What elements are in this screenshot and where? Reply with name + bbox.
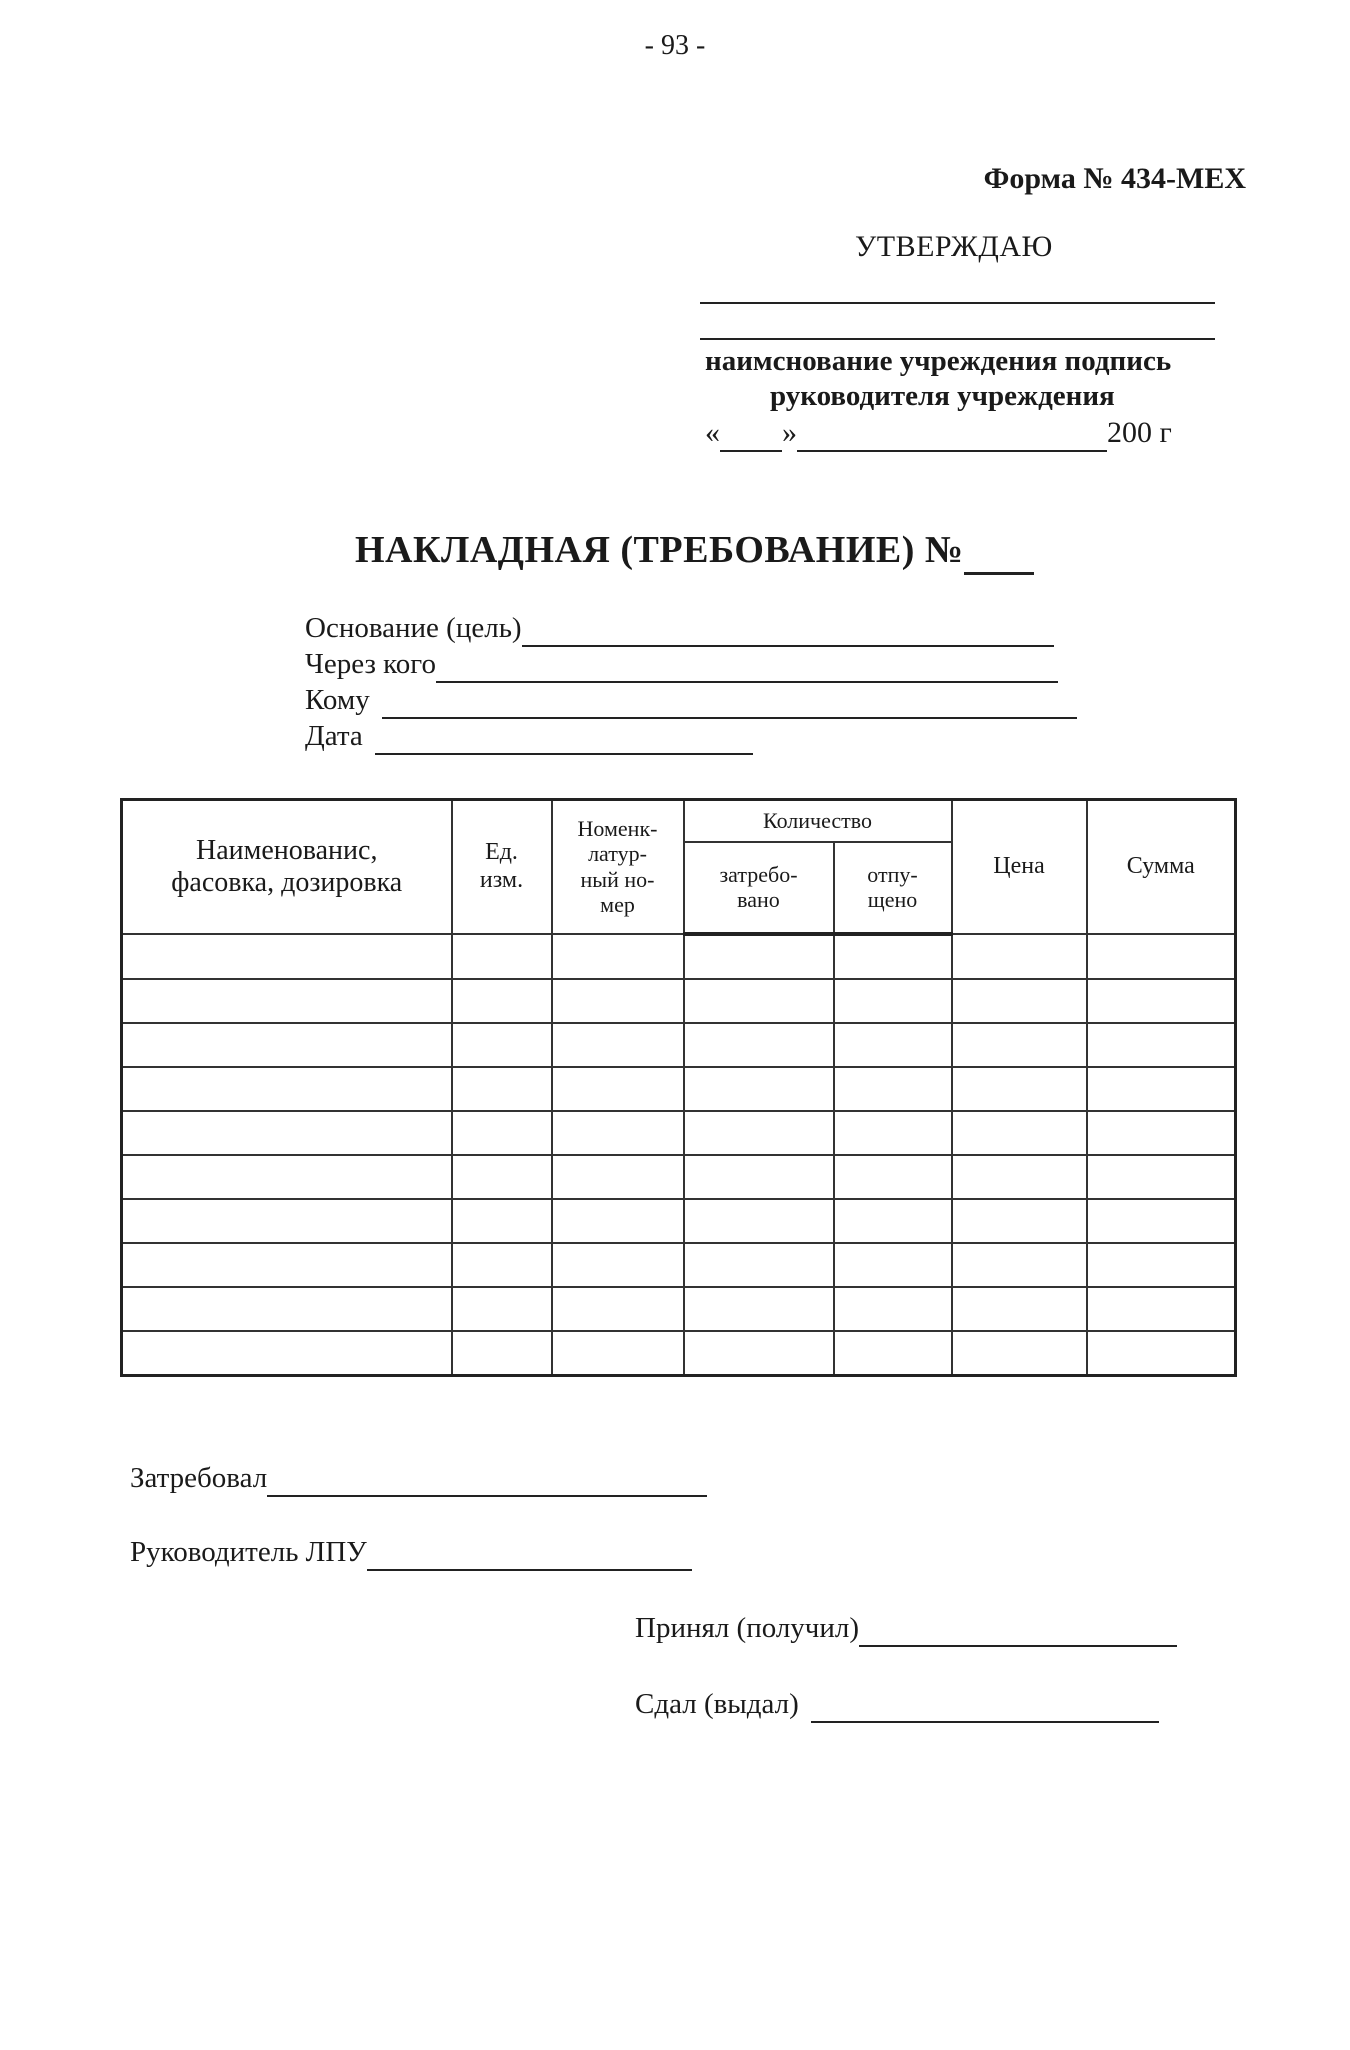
- cell-nomenclature[interactable]: [552, 979, 684, 1023]
- cell-nomenclature[interactable]: [552, 1155, 684, 1199]
- signature-issued-blank[interactable]: [811, 1688, 1159, 1723]
- cell-issued[interactable]: [834, 1155, 952, 1199]
- cell-name[interactable]: [122, 979, 452, 1023]
- cell-issued[interactable]: [834, 1287, 952, 1331]
- cell-nomenclature[interactable]: [552, 1243, 684, 1287]
- table-row: [122, 934, 1236, 979]
- header-issued-line-1: отпу-: [867, 861, 918, 887]
- cell-unit[interactable]: [452, 1199, 552, 1243]
- cell-price[interactable]: [952, 1331, 1087, 1376]
- cell-sum[interactable]: [1087, 934, 1236, 979]
- header-issued: [834, 842, 952, 934]
- table-row: [122, 1111, 1236, 1155]
- cell-unit[interactable]: [452, 1331, 552, 1376]
- cell-nomenclature[interactable]: [552, 934, 684, 979]
- cell-name[interactable]: [122, 1331, 452, 1376]
- field-through-whom: [305, 648, 1058, 683]
- header-issued-line-2: щено: [867, 887, 918, 912]
- approval-date-line: [705, 416, 1172, 452]
- document-number-blank[interactable]: [964, 528, 1034, 575]
- cell-issued[interactable]: [834, 1331, 952, 1376]
- signature-head-lpu: [130, 1536, 692, 1571]
- cell-price[interactable]: [952, 1067, 1087, 1111]
- cell-unit[interactable]: [452, 1067, 552, 1111]
- header-name-line-1: Наименованис,: [196, 834, 378, 866]
- cell-sum[interactable]: [1087, 1287, 1236, 1331]
- cell-unit[interactable]: [452, 1243, 552, 1287]
- signature-received-label: Принял (получил): [635, 1612, 860, 1644]
- field-date-label: Дата: [305, 720, 363, 752]
- form-number: Форма № 434-МЕХ: [983, 162, 1246, 195]
- cell-nomenclature[interactable]: [552, 1331, 684, 1376]
- cell-price[interactable]: [952, 1199, 1087, 1243]
- goods-table-body: [122, 934, 1236, 1376]
- cell-sum[interactable]: [1087, 1243, 1236, 1287]
- document-title-text: НАКЛАДНАЯ (ТРЕБОВАНИЕ) №: [355, 529, 964, 571]
- cell-requested[interactable]: [684, 1199, 834, 1243]
- cell-sum[interactable]: [1087, 1199, 1236, 1243]
- signature-received-blank[interactable]: [859, 1612, 1177, 1647]
- cell-unit[interactable]: [452, 1287, 552, 1331]
- header-quantity: Количество: [684, 800, 952, 842]
- day-blank[interactable]: [720, 416, 782, 452]
- cell-unit[interactable]: [452, 1155, 552, 1199]
- cell-sum[interactable]: [1087, 1023, 1236, 1067]
- cell-unit[interactable]: [452, 1023, 552, 1067]
- signature-head-lpu-blank[interactable]: [367, 1536, 692, 1571]
- cell-unit[interactable]: [452, 979, 552, 1023]
- signature-issued: [635, 1688, 1159, 1723]
- table-row: [122, 1199, 1236, 1243]
- table-row: [122, 1067, 1236, 1111]
- cell-unit[interactable]: [452, 1111, 552, 1155]
- page-number: - 93 -: [644, 30, 706, 61]
- date-close-quote: »: [782, 416, 797, 449]
- cell-nomenclature[interactable]: [552, 1199, 684, 1243]
- cell-requested[interactable]: [684, 1023, 834, 1067]
- cell-price[interactable]: [952, 979, 1087, 1023]
- header-nomenclature-line-3: ный но-: [580, 866, 655, 892]
- field-purpose: [305, 612, 1054, 647]
- cell-unit[interactable]: [452, 934, 552, 979]
- signature-requested-blank[interactable]: [267, 1462, 707, 1497]
- header-name: [122, 800, 452, 934]
- approval-signature-line-1: [700, 302, 1215, 304]
- header-requested: [684, 842, 834, 934]
- header-nomenclature-line-4: мер: [600, 892, 635, 918]
- date-open-quote: «: [705, 416, 720, 449]
- header-unit-line-2: изм.: [479, 866, 524, 893]
- cell-issued[interactable]: [834, 1067, 952, 1111]
- cell-sum[interactable]: [1087, 1331, 1236, 1376]
- field-to-whom-label: Кому: [305, 684, 370, 716]
- cell-name[interactable]: [122, 1243, 452, 1287]
- cell-issued[interactable]: [834, 1199, 952, 1243]
- cell-sum[interactable]: [1087, 1155, 1236, 1199]
- table-row: [122, 1243, 1236, 1287]
- signature-received: [635, 1612, 1177, 1647]
- field-date-blank[interactable]: [375, 720, 753, 755]
- table-row: [122, 1023, 1236, 1067]
- cell-price[interactable]: [952, 1287, 1087, 1331]
- header-sum: Сумма: [1087, 800, 1236, 934]
- cell-requested[interactable]: [684, 979, 834, 1023]
- field-to-whom-blank[interactable]: [382, 684, 1077, 719]
- header-requested-line-2: вано: [737, 887, 780, 912]
- document-title: [355, 528, 1034, 575]
- field-date: [305, 720, 753, 755]
- cell-requested[interactable]: [684, 1067, 834, 1111]
- cell-name[interactable]: [122, 1067, 452, 1111]
- cell-name[interactable]: [122, 1155, 452, 1199]
- signature-head-lpu-label: Руководитель ЛПУ: [130, 1536, 367, 1568]
- cell-nomenclature[interactable]: [552, 1287, 684, 1331]
- cell-price[interactable]: [952, 1111, 1087, 1155]
- field-through-whom-blank[interactable]: [436, 648, 1058, 683]
- cell-issued[interactable]: [834, 1243, 952, 1287]
- approval-heading: УТВЕРЖДАЮ: [855, 230, 1053, 263]
- cell-issued[interactable]: [834, 934, 952, 979]
- table-row: [122, 979, 1236, 1023]
- signature-requested: [130, 1462, 707, 1497]
- header-unit-line-1: Ед.: [485, 839, 518, 866]
- cell-issued[interactable]: [834, 1111, 952, 1155]
- cell-sum[interactable]: [1087, 1111, 1236, 1155]
- cell-price[interactable]: [952, 1023, 1087, 1067]
- cell-nomenclature[interactable]: [552, 1067, 684, 1111]
- cell-requested[interactable]: [684, 1155, 834, 1199]
- header-nomenclature: [552, 800, 684, 934]
- cell-name[interactable]: [122, 1111, 452, 1155]
- cell-price[interactable]: [952, 1243, 1087, 1287]
- approval-caption-line-2: руководителя учреждения: [770, 380, 1115, 412]
- year-text: 200 г: [1107, 416, 1172, 449]
- cell-price[interactable]: [952, 1155, 1087, 1199]
- cell-name[interactable]: [122, 1199, 452, 1243]
- cell-name[interactable]: [122, 1287, 452, 1331]
- cell-requested[interactable]: [684, 1331, 834, 1376]
- header-requested-line-1: затребо-: [719, 861, 798, 887]
- cell-price[interactable]: [952, 934, 1087, 979]
- cell-requested[interactable]: [684, 1243, 834, 1287]
- header-name-line-2: фасовка, дозировка: [171, 866, 403, 898]
- cell-sum[interactable]: [1087, 1067, 1236, 1111]
- cell-requested[interactable]: [684, 1111, 834, 1155]
- table-row: [122, 1155, 1236, 1199]
- field-purpose-blank[interactable]: [522, 612, 1054, 647]
- header-nomenclature-line-1: Номенк-: [577, 816, 658, 842]
- cell-nomenclature[interactable]: [552, 1111, 684, 1155]
- cell-name[interactable]: [122, 934, 452, 979]
- cell-requested[interactable]: [684, 934, 834, 979]
- cell-nomenclature[interactable]: [552, 1023, 684, 1067]
- approval-caption-line-1: наимснование учреждения подпись: [705, 345, 1172, 377]
- field-purpose-label: Основание (цель): [305, 612, 522, 644]
- cell-issued[interactable]: [834, 979, 952, 1023]
- cell-name[interactable]: [122, 1023, 452, 1067]
- field-to-whom: [305, 684, 1077, 719]
- table-row: [122, 1331, 1236, 1376]
- field-through-whom-label: Через кого: [305, 648, 436, 680]
- header-unit: [452, 800, 552, 934]
- cell-requested[interactable]: [684, 1287, 834, 1331]
- cell-sum[interactable]: [1087, 979, 1236, 1023]
- cell-issued[interactable]: [834, 1023, 952, 1067]
- signature-requested-label: Затребовал: [130, 1462, 268, 1494]
- table-row: [122, 1287, 1236, 1331]
- approval-signature-line-2: [700, 338, 1215, 340]
- signature-issued-label: Сдал (выдал): [635, 1688, 799, 1720]
- header-price: Цена: [952, 800, 1087, 934]
- goods-table: [120, 798, 1237, 1377]
- month-blank[interactable]: [797, 416, 1107, 452]
- header-nomenclature-line-2: латур-: [588, 841, 647, 867]
